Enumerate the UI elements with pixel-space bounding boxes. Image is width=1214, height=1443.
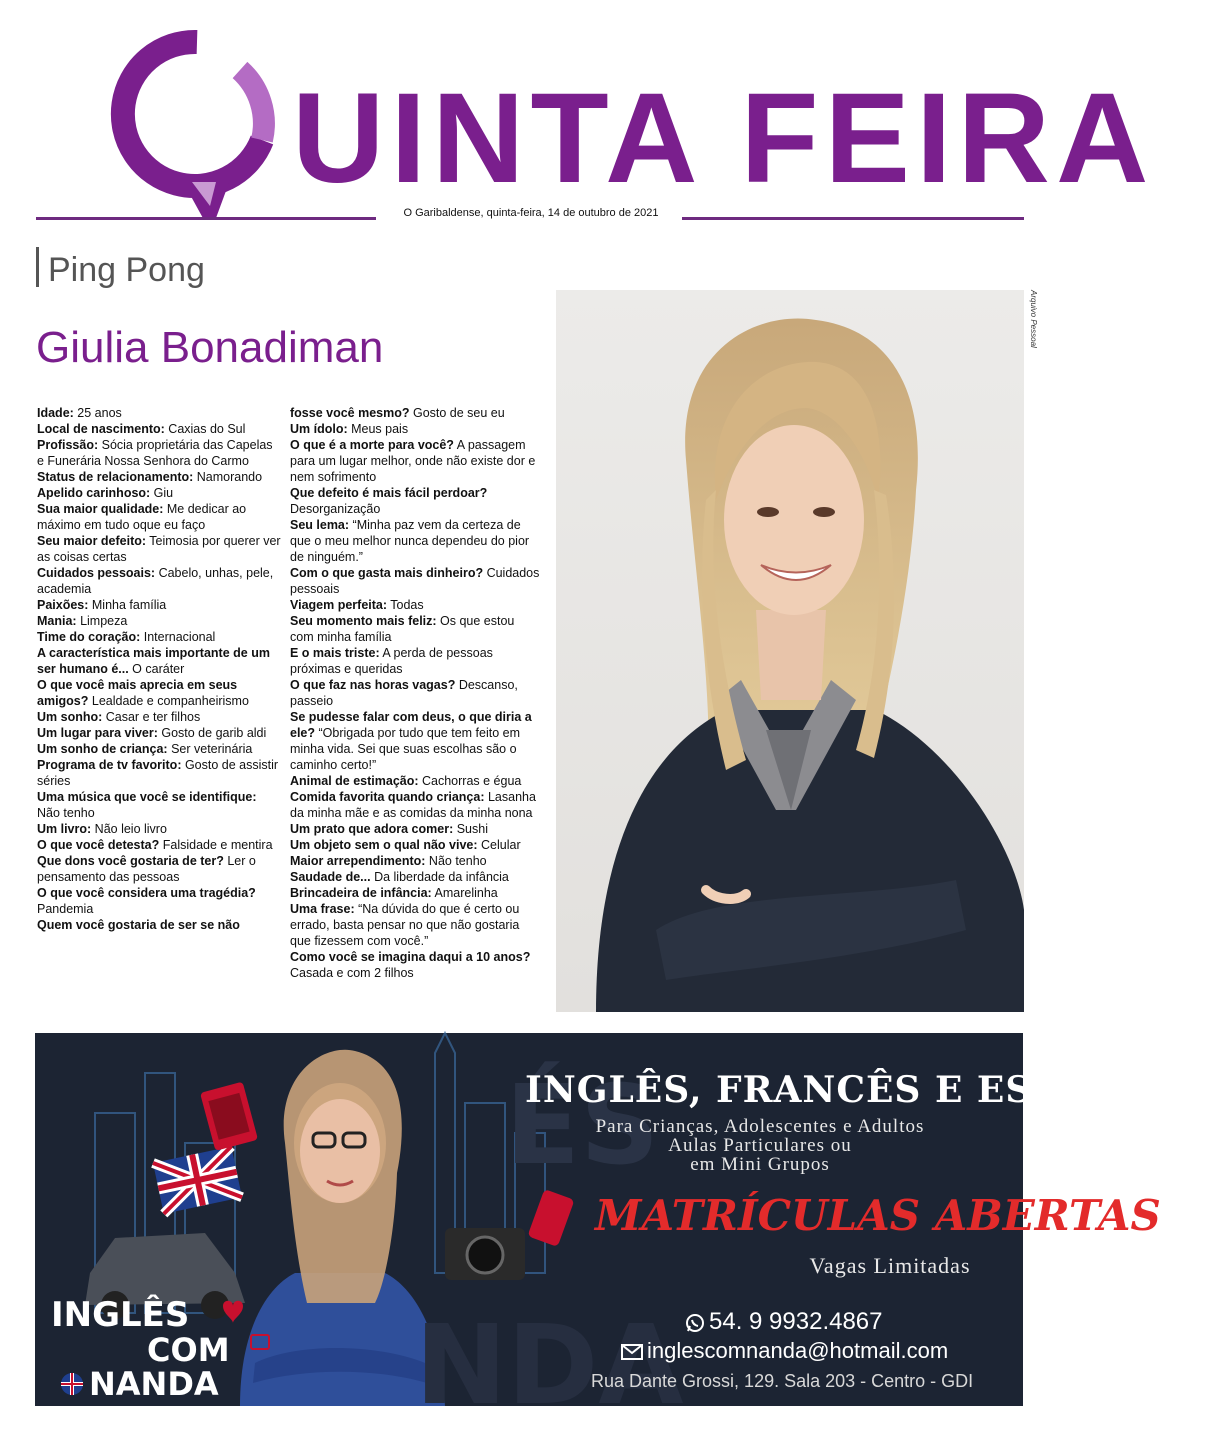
interview-column-1	[37, 405, 282, 933]
qa-question: Time do coração:	[37, 630, 141, 644]
qa-answer: Lealdade e companheirismo	[88, 694, 249, 708]
qa-answer: Internacional	[140, 630, 216, 644]
qa-item	[290, 405, 540, 421]
qa-item	[37, 757, 282, 789]
qa-item	[290, 949, 540, 981]
qa-item	[290, 853, 540, 869]
qa-answer: Gosto de assistir séries	[37, 758, 279, 788]
qa-answer: Caxias do Sul	[164, 422, 246, 436]
qa-item	[290, 885, 540, 901]
qa-item	[37, 485, 282, 501]
qa-question: Mania:	[37, 614, 77, 628]
ad-phone-number: 54. 9 9932.4867	[709, 1308, 883, 1335]
qa-item	[290, 517, 540, 565]
qa-question: Um objeto sem o qual não vive:	[290, 838, 478, 852]
qa-item	[37, 837, 282, 853]
qa-question: O que você mais aprecia em seus amigos?	[37, 678, 238, 708]
qa-question: Um sonho de criança:	[37, 742, 168, 756]
ad-phone[interactable]	[685, 1308, 955, 1336]
qa-answer: Casada e com 2 filhos	[290, 966, 414, 980]
qa-item	[37, 853, 282, 885]
qa-item	[290, 789, 540, 821]
qa-item	[37, 597, 282, 613]
qa-answer: Sócia proprietária das Capelas e Funerária Nossa Senhora do Carmo	[37, 438, 273, 468]
qa-question: Animal de estimação:	[290, 774, 419, 788]
qa-question: O que você detesta?	[37, 838, 160, 852]
qa-item	[37, 725, 282, 741]
qa-answer: Namorando	[193, 470, 263, 484]
qa-question: Seu lema:	[290, 518, 350, 532]
ad-subtitle-1: Para Crianças, Adolescentes e Adultos	[595, 1116, 925, 1137]
qa-question: Programa de tv favorito:	[37, 758, 182, 772]
ad-headline: INGLÊS, FRANCÊS E ESPANHOL	[525, 1069, 1214, 1111]
section-title: Ping Pong	[48, 251, 205, 289]
qa-item	[37, 501, 282, 533]
qa-item	[290, 869, 540, 885]
qa-item	[290, 437, 540, 485]
qa-answer: Amarelinha	[431, 886, 498, 900]
qa-question: Cuidados pessoais:	[37, 566, 156, 580]
qa-question: Um livro:	[37, 822, 92, 836]
qa-item	[290, 597, 540, 613]
qa-answer: Ler o pensamento das pessoas	[37, 854, 256, 884]
ad-logo-line-2: COM	[147, 1331, 230, 1369]
qa-question: Maior arrependimento:	[290, 854, 426, 868]
qa-answer: Todas	[387, 598, 424, 612]
qa-answer: Meus pais	[347, 422, 409, 436]
ad-address: Rua Dante Grossi, 129. Sala 203 - Centro - GDI	[591, 1371, 974, 1391]
qa-item	[37, 469, 282, 485]
qa-answer: Pandemia	[37, 902, 94, 916]
advertisement[interactable]	[35, 1033, 1214, 1429]
qa-question: Saudade de...	[290, 870, 371, 884]
qa-answer: “Minha paz vem da certeza de que o meu melhor nunca dependeu do pior de ninguém.”	[290, 518, 530, 564]
qa-item	[37, 437, 282, 469]
qa-answer: Não tenho	[37, 806, 95, 820]
qa-answer: Giu	[150, 486, 174, 500]
qa-question: Status de relacionamento:	[37, 470, 194, 484]
qa-question: Um ídolo:	[290, 422, 348, 436]
qa-answer: Desorganização	[290, 502, 381, 516]
qa-item	[37, 405, 282, 421]
masthead-rule-right	[682, 217, 1024, 220]
qa-item	[37, 629, 282, 645]
qa-question: A característica mais importante de um ser humano é...	[37, 646, 270, 676]
ad-limited-spots: Vagas Limitadas	[809, 1253, 971, 1278]
ad-email-address: inglescomnanda@hotmail.com	[647, 1338, 949, 1363]
qa-answer: “Obrigada por tudo que tem feito em minha vida. Sei que suas escolhas são o caminho certo!”	[290, 726, 520, 772]
qa-question: Uma música que você se identifique:	[37, 790, 257, 804]
qa-answer: Cuidados pessoais	[290, 566, 540, 596]
masthead-rule-left	[36, 217, 376, 220]
qa-answer: Ser veterinária	[167, 742, 253, 756]
qa-item	[290, 773, 540, 789]
qa-item	[37, 917, 282, 933]
masthead-q-logo	[112, 30, 282, 220]
qa-item	[37, 421, 282, 437]
masthead	[0, 0, 1155, 230]
qa-question: Um prato que adora comer:	[290, 822, 454, 836]
qa-item	[37, 709, 282, 725]
qa-item	[290, 709, 540, 773]
qa-item	[37, 885, 282, 917]
qa-answer: A passagem para um lugar melhor, onde não existe dor e nem sofrimento	[290, 438, 536, 484]
photo-credit: Arquivo Pessoal	[1029, 290, 1038, 348]
qa-item	[290, 565, 540, 597]
qa-item	[37, 533, 282, 565]
qa-item	[290, 421, 540, 437]
ad-logo-line-1: INGLÊS	[51, 1295, 190, 1335]
qa-question: Uma frase:	[290, 902, 355, 916]
qa-answer: Não leio livro	[91, 822, 167, 836]
qa-answer: Não tenho	[425, 854, 487, 868]
qa-item	[290, 613, 540, 645]
qa-question: Um sonho:	[37, 710, 103, 724]
qa-answer: Sushi	[453, 822, 488, 836]
qa-question: E o mais triste:	[290, 646, 380, 660]
masthead-title: UINTA FEIRA	[292, 67, 1155, 210]
person-name: Giulia Bonadiman	[36, 323, 384, 372]
svg-text:ÉS: ÉS	[505, 1061, 660, 1189]
svg-text:NDA: NDA	[415, 1301, 684, 1429]
masthead-dateline: O Garibaldense, quinta-feira, 14 de outubro de 2021	[403, 207, 659, 219]
qa-question: O que é a morte para você?	[290, 438, 454, 452]
qa-item	[37, 645, 282, 677]
qa-item	[290, 901, 540, 949]
qa-question: Com o que gasta mais dinheiro?	[290, 566, 484, 580]
whatsapp-icon	[685, 1313, 705, 1333]
qa-question: Quem você gostaria de ser se não	[37, 918, 240, 932]
qa-answer: Gosto de garib aldi	[157, 726, 267, 740]
qa-question: O que faz nas horas vagas?	[290, 678, 456, 692]
qa-answer: Os que estou com minha família	[290, 614, 515, 644]
qa-answer: Teimosia por querer ver as coisas certas	[37, 534, 281, 564]
qa-question: Brincadeira de infância:	[290, 886, 432, 900]
qa-item	[290, 837, 540, 853]
qa-answer: Celular	[477, 838, 521, 852]
qa-question: Viagem perfeita:	[290, 598, 388, 612]
interview-column-2	[290, 405, 540, 981]
qa-answer: A perda de pessoas próximas e queridas	[290, 646, 493, 676]
qa-item	[37, 789, 282, 821]
ad-email[interactable]	[621, 1338, 1001, 1364]
qa-answer: Minha família	[88, 598, 167, 612]
qa-question: Sua maior qualidade:	[37, 502, 164, 516]
qa-answer: Cabelo, unhas, pele, academia	[37, 566, 274, 596]
qa-answer: O caráter	[128, 662, 185, 676]
qa-answer: Falsidade e mentira	[159, 838, 273, 852]
qa-question: Local de nascimento:	[37, 422, 165, 436]
qa-answer: Descanso, passeio	[290, 678, 518, 708]
qa-item	[37, 741, 282, 757]
qa-answer: Cachorras e égua	[418, 774, 522, 788]
ad-enrollment-open: MATRÍCULAS ABERTAS	[595, 1191, 1161, 1240]
qa-answer: Lasanha da minha mãe e as comidas da minha nona	[290, 790, 536, 820]
qa-item	[290, 645, 540, 677]
qa-question: Como você se imagina daqui a 10 anos?	[290, 950, 531, 964]
qa-answer: Me dedicar ao máximo em tudo oque eu faço	[37, 502, 247, 532]
qa-answer: Casar e ter filhos	[102, 710, 201, 724]
qa-item	[37, 565, 282, 597]
qa-answer: 25 anos	[73, 406, 122, 420]
qa-item	[290, 821, 540, 837]
qa-answer: Gosto de seu eu	[409, 406, 505, 420]
qa-question: Seu maior defeito:	[37, 534, 147, 548]
envelope-icon	[621, 1344, 643, 1360]
qa-answer: Limpeza	[76, 614, 128, 628]
qa-item	[290, 485, 540, 517]
qa-question: Comida favorita quando criança:	[290, 790, 485, 804]
qa-answer: “Na dúvida do que é certo ou errado, basta pensar no que não gostaria que fizessem com você.”	[290, 902, 520, 948]
section-bar	[36, 247, 39, 287]
qa-question: Paixões:	[37, 598, 89, 612]
qa-question: Que defeito é mais fácil perdoar?	[290, 486, 488, 500]
qa-question: Profissão:	[37, 438, 99, 452]
ad-logo-line-3: NANDA	[89, 1365, 219, 1403]
qa-question: Que dons você gostaria de ter?	[37, 854, 224, 868]
qa-item	[37, 821, 282, 837]
ad-subtitle-2: Aulas Particulares ou	[668, 1135, 852, 1156]
qa-question: Seu momento mais feliz:	[290, 614, 437, 628]
qa-question: Apelido carinhoso:	[37, 486, 151, 500]
ad-subtitle-3: em Mini Grupos	[690, 1154, 830, 1175]
qa-question: Idade:	[37, 406, 74, 420]
qa-question: fosse você mesmo?	[290, 406, 410, 420]
qa-answer: Da liberdade da infância	[370, 870, 509, 884]
qa-item	[37, 613, 282, 629]
qa-question: Um lugar para viver:	[37, 726, 158, 740]
qa-question: O que você considera uma tragédia?	[37, 886, 256, 900]
qa-item	[37, 677, 282, 709]
qa-question: Se pudesse falar com deus, o que diria a ele?	[290, 710, 532, 740]
qa-item	[290, 677, 540, 709]
portrait-photo	[556, 290, 1024, 1012]
